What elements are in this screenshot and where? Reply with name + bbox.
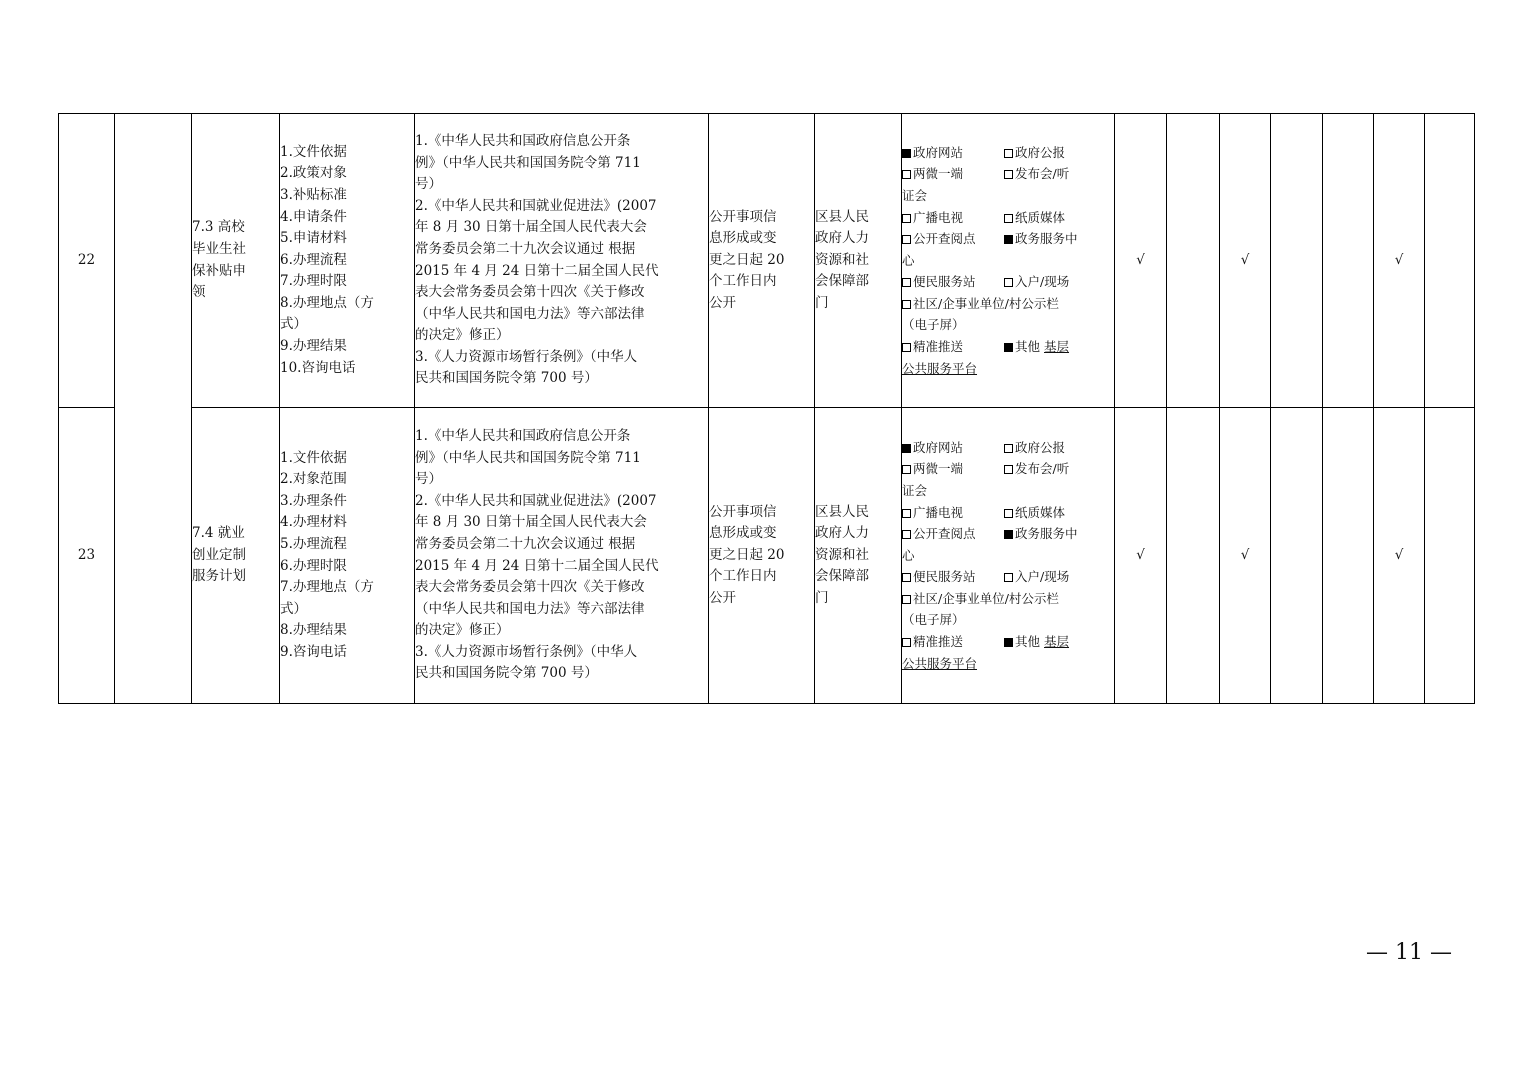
channel-label: 入户/现场 (1015, 274, 1070, 290)
row-number: 23 (59, 408, 115, 704)
channel-reading-point (902, 523, 1004, 545)
channel-label: 精准推送 (913, 634, 964, 650)
basis-line: 表大会常务委员会第十四次《关于修改 (415, 284, 645, 301)
channel-label: 便民服务站 (913, 274, 976, 290)
channel-other-value-cont: 公共服务平台 (902, 655, 978, 671)
disclosure-time (709, 114, 815, 408)
channel-label: 其他 (1015, 634, 1041, 650)
channel-gov-website (902, 142, 1004, 164)
basis-line: 常务委员会第二十九次会议通过 根据 (415, 240, 636, 257)
basis-line: 的决定》修正） (415, 622, 510, 639)
channel-label: 入户/现场 (1015, 569, 1070, 585)
item-line: 保补贴申 (192, 262, 246, 279)
checkbox-empty-icon (1004, 444, 1013, 453)
dept-line: 门 (815, 589, 829, 606)
content-line: 6.办理流程 (280, 251, 347, 268)
check-cell (1323, 408, 1374, 704)
channel-bulletin (902, 588, 1100, 610)
item-line: 7.3 高校 (192, 219, 245, 236)
page-number: — 11 — (1366, 940, 1452, 965)
channel-label-cont: 心 (902, 547, 915, 563)
content-line: 式） (280, 600, 307, 617)
channel-label: 精准推送 (913, 339, 964, 355)
channel-label: 纸质媒体 (1015, 504, 1066, 520)
item-name (192, 408, 280, 704)
channel-other-value-cont: 公共服务平台 (902, 360, 978, 376)
channel-broadcast (902, 207, 1004, 229)
responsible-department (815, 408, 902, 704)
channel-label: 广播电视 (913, 504, 964, 520)
checkbox-checked-icon (902, 444, 911, 453)
time-line: 公开 (709, 294, 736, 311)
time-line: 更之日起 20 (709, 546, 785, 563)
channel-gov-gazette (1004, 437, 1100, 459)
checkbox-empty-icon (1004, 573, 1013, 582)
basis-line: 表大会常务委员会第十四次《关于修改 (415, 579, 645, 596)
basis-line: 年 8 月 30 日第十届全国人民代表大会 (415, 219, 647, 236)
basis-line: 民共和国国务院令第 700 号） (415, 370, 598, 387)
item-line: 创业定制 (192, 546, 246, 563)
basis-line: 2.《中华人民共和国就业促进法》(2007 (415, 197, 657, 214)
checkbox-empty-icon (902, 573, 911, 582)
channel-precise-push (902, 336, 1004, 358)
disclosure-time (709, 408, 815, 704)
checkbox-empty-icon (902, 530, 911, 539)
dept-line: 区县人民 (815, 208, 869, 225)
checkbox-empty-icon (902, 235, 911, 244)
check-cell: √ (1220, 408, 1271, 704)
content-line: 10.咨询电话 (280, 359, 356, 376)
checkbox-empty-icon (902, 300, 911, 309)
checkbox-empty-icon (1004, 509, 1013, 518)
checkbox-checked-icon (902, 149, 911, 158)
checkbox-checked-icon (1004, 343, 1013, 352)
basis-line: 3.《人力资源市场暂行条例》（中华人 (415, 348, 638, 365)
channel-label: 两微一端 (913, 461, 964, 477)
channel-household (1004, 271, 1100, 293)
basis-line: 民共和国国务院令第 700 号） (415, 665, 598, 682)
channel-label: 政府公报 (1015, 144, 1066, 160)
channel-label: 政府网站 (913, 144, 964, 160)
channel-label-cont: （电子屏） (902, 612, 965, 628)
channel-label: 其他 (1015, 339, 1041, 355)
check-cell: √ (1115, 114, 1167, 408)
channel-label: 政务服务中 (1015, 526, 1078, 542)
time-line: 息形成或变 (709, 230, 777, 247)
table-row (59, 408, 1475, 704)
checkbox-empty-icon (902, 638, 911, 647)
channel-two-one (902, 458, 1004, 480)
check-cell: √ (1374, 114, 1425, 408)
time-line: 个工作日内 (709, 273, 777, 290)
check-cell (1167, 408, 1220, 704)
content-line: 2.对象范围 (280, 471, 347, 488)
dept-line: 门 (815, 294, 829, 311)
channel-bulletin (902, 293, 1100, 315)
disclosure-contents (280, 114, 415, 408)
channel-print-media (1004, 207, 1100, 229)
check-cell (1425, 408, 1475, 704)
disclosure-channels (902, 408, 1115, 704)
time-line: 更之日起 20 (709, 251, 785, 268)
check-cell (1425, 114, 1475, 408)
content-line: 1.文件依据 (280, 449, 347, 466)
channel-press-conf (1004, 163, 1100, 185)
basis-line: （中华人民共和国电力法》等六部法律 (415, 305, 645, 322)
content-line: 4.申请条件 (280, 208, 347, 225)
check-cell: √ (1374, 408, 1425, 704)
channel-label: 纸质媒体 (1015, 209, 1066, 225)
channel-gov-gazette (1004, 142, 1100, 164)
checkbox-empty-icon (902, 170, 911, 179)
row-number: 22 (59, 114, 115, 408)
dept-line: 资源和社 (815, 546, 869, 563)
channel-other (1004, 336, 1100, 358)
content-line: 3.办理条件 (280, 492, 347, 509)
checkbox-empty-icon (902, 465, 911, 474)
checkbox-empty-icon (1004, 465, 1013, 474)
legal-basis (415, 408, 709, 704)
check-cell (1271, 114, 1323, 408)
channel-broadcast (902, 502, 1004, 524)
basis-line: 3.《人力资源市场暂行条例》（中华人 (415, 643, 638, 660)
channel-label: 社区/企事业单位/村公示栏 (913, 590, 1059, 606)
checkbox-empty-icon (902, 343, 911, 352)
basis-line: 1.《中华人民共和国政府信息公开条 (415, 427, 631, 444)
time-line: 息形成或变 (709, 525, 777, 542)
check-cell (1271, 408, 1323, 704)
content-line: 9.咨询电话 (280, 643, 347, 660)
channel-reading-point (902, 228, 1004, 250)
checkbox-empty-icon (902, 595, 911, 604)
disclosure-contents (280, 408, 415, 704)
channel-label: 政府公报 (1015, 439, 1066, 455)
channel-other (1004, 631, 1100, 653)
content-line: 式） (280, 316, 307, 333)
channel-label: 发布会/听 (1015, 166, 1070, 182)
dept-line: 会保障部 (815, 273, 869, 290)
content-line: 5.申请材料 (280, 230, 347, 247)
checkbox-empty-icon (902, 278, 911, 287)
content-line: 4.办理材料 (280, 514, 347, 531)
check-cell: √ (1115, 408, 1167, 704)
channel-label-cont: 心 (902, 252, 915, 268)
basis-line: 2015 年 4 月 24 日第十二届全国人民代 (415, 262, 659, 279)
basis-line: 号） (415, 176, 442, 193)
channel-press-conf (1004, 458, 1100, 480)
check-cell (1323, 114, 1374, 408)
content-line: 3.补贴标准 (280, 186, 347, 203)
content-line: 2.政策对象 (280, 165, 347, 182)
dept-line: 会保障部 (815, 568, 869, 585)
channel-label-cont: 证会 (902, 187, 928, 203)
content-line: 5.办理流程 (280, 535, 347, 552)
channel-label: 社区/企事业单位/村公示栏 (913, 295, 1059, 311)
content-line: 6.办理时限 (280, 557, 347, 574)
channel-print-media (1004, 502, 1100, 524)
checkbox-empty-icon (1004, 278, 1013, 287)
dept-line: 资源和社 (815, 251, 869, 268)
basis-line: （中华人民共和国电力法》等六部法律 (415, 600, 645, 617)
checkbox-empty-icon (902, 214, 911, 223)
checkbox-empty-icon (902, 509, 911, 518)
table-row (59, 114, 1475, 408)
channel-household (1004, 566, 1100, 588)
responsible-department (815, 114, 902, 408)
disclosure-channels (902, 114, 1115, 408)
channel-label-cont: 证会 (902, 482, 928, 498)
content-line: 1.文件依据 (280, 143, 347, 160)
channel-precise-push (902, 631, 1004, 653)
checkbox-checked-icon (1004, 638, 1013, 647)
channel-convenience (902, 271, 1004, 293)
check-cell: √ (1220, 114, 1271, 408)
channel-label: 发布会/听 (1015, 461, 1070, 477)
channel-two-one (902, 163, 1004, 185)
legal-basis (415, 114, 709, 408)
channel-other-value: 基层 (1044, 634, 1070, 650)
time-line: 公开 (709, 589, 736, 606)
basis-line: 例》（中华人民共和国国务院令第 711 (415, 154, 641, 171)
basis-line: 例》（中华人民共和国国务院令第 711 (415, 449, 641, 466)
basis-line: 年 8 月 30 日第十届全国人民代表大会 (415, 514, 647, 531)
content-line: 8.办理地点（方 (280, 294, 374, 311)
checkbox-empty-icon (1004, 214, 1013, 223)
channel-convenience (902, 566, 1004, 588)
checkbox-empty-icon (1004, 170, 1013, 179)
checkbox-checked-icon (1004, 530, 1013, 539)
checkbox-empty-icon (1004, 149, 1013, 158)
basis-line: 2015 年 4 月 24 日第十二届全国人民代 (415, 557, 659, 574)
item-line: 领 (192, 284, 206, 301)
basis-line: 的决定》修正） (415, 327, 510, 344)
content-line: 7.办理时限 (280, 273, 347, 290)
basis-line: 常务委员会第二十九次会议通过 根据 (415, 535, 636, 552)
item-name (192, 114, 280, 408)
basis-line: 2.《中华人民共和国就业促进法》(2007 (415, 492, 657, 509)
content-line: 9.办理结果 (280, 338, 347, 355)
item-line: 服务计划 (192, 568, 246, 585)
check-cell (1167, 114, 1220, 408)
content-line: 8.办理结果 (280, 622, 347, 639)
item-line: 毕业生社 (192, 240, 246, 257)
dept-line: 政府人力 (815, 525, 869, 542)
channel-label: 便民服务站 (913, 569, 976, 585)
channel-other-value: 基层 (1044, 339, 1070, 355)
dept-line: 区县人民 (815, 503, 869, 520)
channel-gov-website (902, 437, 1004, 459)
time-line: 公开事项信 (709, 208, 777, 225)
time-line: 个工作日内 (709, 568, 777, 585)
item-line: 7.4 就业 (192, 525, 245, 542)
dept-line: 政府人力 (815, 230, 869, 247)
disclosure-table (58, 113, 1475, 704)
channel-service-center (1004, 228, 1100, 250)
basis-line: 号） (415, 471, 442, 488)
channel-label-cont: （电子屏） (902, 317, 965, 333)
channel-label: 公开查阅点 (913, 231, 976, 247)
channel-label: 政务服务中 (1015, 231, 1078, 247)
content-line: 7.办理地点（方 (280, 579, 374, 596)
channel-label: 公开查阅点 (913, 526, 976, 542)
basis-line: 1.《中华人民共和国政府信息公开条 (415, 132, 631, 149)
time-line: 公开事项信 (709, 503, 777, 520)
channel-label: 两微一端 (913, 166, 964, 182)
checkbox-checked-icon (1004, 235, 1013, 244)
channel-label: 政府网站 (913, 439, 964, 455)
category-cell (115, 114, 192, 704)
channel-label: 广播电视 (913, 209, 964, 225)
channel-service-center (1004, 523, 1100, 545)
